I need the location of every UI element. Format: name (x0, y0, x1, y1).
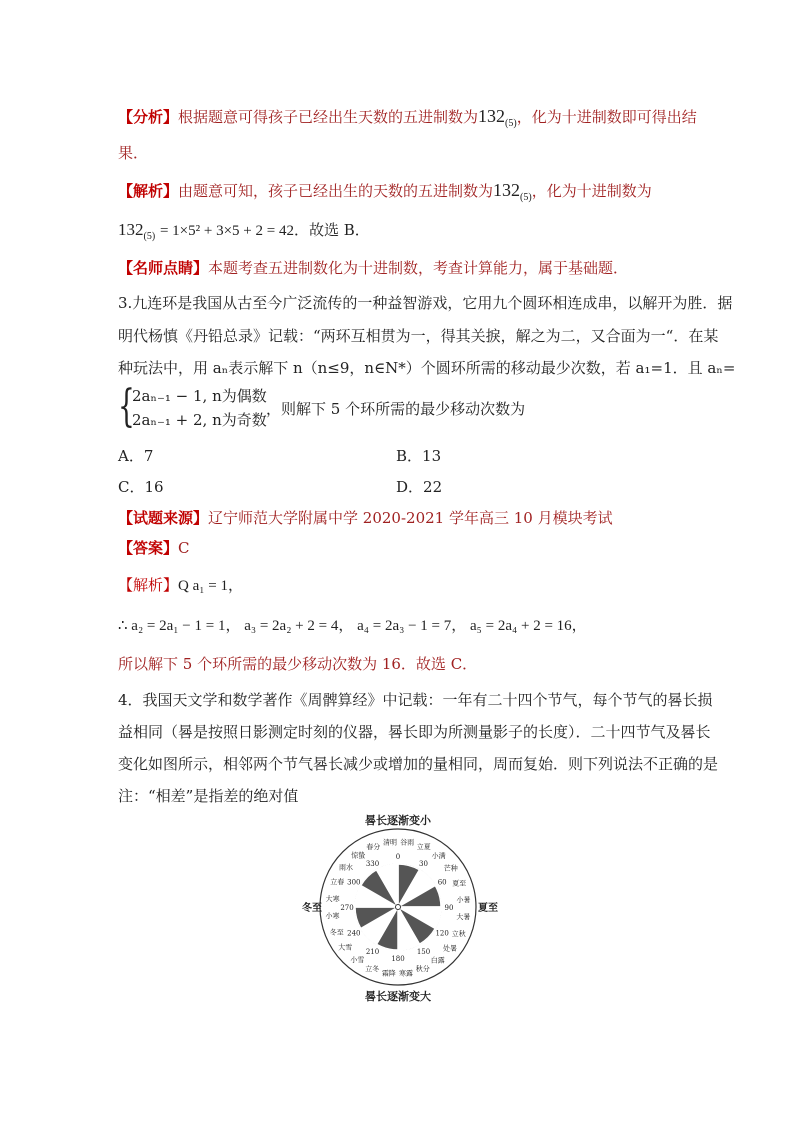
analysis-line-2: 果． (118, 144, 149, 162)
term-label: 白露 (430, 956, 445, 965)
term-label: 立夏 (416, 843, 431, 852)
q3-answer (118, 538, 190, 558)
formula-base: (5) (143, 231, 156, 242)
term-label: 大寒 (325, 894, 340, 903)
answer-text: C (178, 539, 190, 557)
wheel-center (396, 905, 401, 910)
q3-sol-3: 所以解下 5 个环所需的最少移动次数为 16．故选 C． (118, 655, 478, 673)
term-label: 大雪 (338, 943, 353, 952)
term-label: 小寒 (325, 912, 340, 921)
piecewise-case-2: 2aₙ₋₁ + 2, n为奇数 (132, 411, 267, 429)
q3-source (118, 508, 613, 528)
option-b: B．13 (396, 447, 442, 465)
term-label: 秋分 (415, 965, 430, 974)
q4-line-2: 益相同（晷是按照日影测定时刻的仪器，晷长即为所测量影子的长度）．二十四节气及晷长 (118, 723, 711, 741)
solution-base: (5) (520, 192, 532, 203)
analysis-line-1 (118, 106, 697, 134)
term-label: 小雪 (350, 956, 365, 965)
degree-label: 60 (437, 878, 447, 887)
term-label: 冬至 (329, 928, 344, 937)
q4-line-4: 注：“相差”是指差的绝对值 (118, 787, 299, 805)
wheel-left-label: 冬至 (302, 903, 322, 914)
q3-sol-1 (118, 575, 243, 596)
degree-label: 270 (340, 904, 354, 912)
comment-line (118, 258, 628, 278)
term-label: 小满 (431, 851, 446, 860)
degree-label: 30 (419, 859, 428, 868)
solution-tag: 【解析】 (118, 182, 179, 200)
degree-label: 90 (444, 904, 454, 912)
wheel-top-label: 晷长逐渐变小 (365, 814, 431, 827)
wheel-bottom-label: 晷长逐渐变大 (365, 990, 431, 1002)
q3-line-1: 3.九连环是我国从古至今广泛流传的一种益智游戏，它用九个圆环相连成串，以解开为胜．据 (118, 294, 733, 312)
term-label: 小暑 (456, 895, 471, 904)
term-label: 芒种 (443, 864, 458, 873)
answer-tag: 【答案】 (118, 539, 179, 557)
degree-label: 0 (395, 853, 401, 861)
comment-tag: 【名师点睛】 (118, 259, 209, 277)
analysis-text: 根据题意可得孩子已经出生天数的五进制数为 (178, 108, 479, 126)
q3-line-4: ，则解下 5 个环所需的最少移动次数为 (266, 400, 526, 418)
q4-line-3: 变化如图所示，相邻两个节气晷长减少或增加的量相同，周而复始．则下列说法不正确的是 (118, 755, 719, 773)
source-text: 辽宁师范大学附属中学 2020-2021 学年高三 10 月模块考试 (208, 509, 613, 527)
source-tag: 【试题来源】 (118, 509, 209, 527)
formula-lhs: 132 (118, 220, 144, 239)
solution-line-1 (118, 180, 652, 208)
solution-text-2: ，化为十进制数为 (531, 182, 652, 200)
degree-label: 300 (347, 878, 361, 887)
piecewise-case-1: 2aₙ₋₁ − 1, n为偶数 (132, 387, 267, 405)
term-label: 处暑 (443, 944, 458, 953)
solar-terms-wheel (300, 812, 500, 1002)
solution-formula (118, 220, 370, 247)
term-label: 夏至 (452, 879, 467, 888)
formula-rhs: = 1×5² + 3×5 + 2 = 42 (159, 223, 294, 239)
degree-label: 150 (416, 948, 431, 957)
term-label: 立秋 (451, 929, 466, 938)
analysis-text-2: ，化为十进制数即可得出结 (516, 108, 697, 126)
term-label: 寒露 (399, 969, 414, 978)
degree-label: 210 (365, 948, 380, 957)
solution-text: 由题意可知，孩子已经出生的天数的五进制数为 (178, 182, 494, 200)
term-label: 清明 (382, 838, 397, 847)
analysis-base: (5) (505, 118, 517, 129)
term-label: 霜降 (381, 969, 396, 978)
term-label: 立冬 (365, 964, 380, 973)
term-label: 谷雨 (400, 838, 415, 847)
wheel-right-label: 夏至 (478, 903, 498, 914)
analysis-tag: 【分析】 (118, 108, 179, 126)
degree-label: 120 (435, 929, 449, 938)
term-label: 立春 (330, 878, 345, 887)
degree-label: 240 (347, 929, 361, 938)
degree-label: 330 (365, 859, 380, 868)
analysis-number: 132 (478, 106, 506, 126)
q3-sol-2: ∴ a₂ = 2a₁ − 1 = 1， a₃ = 2a₂ + 2 = 4， a₄ = 2a₃ − 1 = 7， a₅ = 2a₄ + 2 = 16， (118, 618, 587, 634)
piecewise-brace: { (118, 381, 135, 432)
option-d: D．22 (396, 478, 443, 496)
term-label: 惊蛰 (351, 851, 366, 860)
q3-line-2: 明代杨慎《丹铅总录》记载：“两环互相贯为一，得其关捩，解之为二，又合面为一“．在某 (118, 327, 719, 345)
solution-conclusion: ．故选 B． (293, 221, 370, 239)
q4-line-1: 4．我国天文学和数学著作《周髀算经》中记载：一年有二十四个节气，每个节气的晷长损 (118, 691, 713, 709)
term-label: 春分 (366, 842, 381, 851)
sol-tag: 【解析】 (118, 576, 179, 594)
term-label: 大暑 (456, 913, 471, 922)
sol-line-1: Q a₁ = 1， (178, 578, 243, 594)
comment-text: 本题考查五进制数化为十进制数，考查计算能力，属于基础题． (208, 259, 629, 277)
degree-label: 180 (391, 955, 405, 963)
option-a: A．7 (118, 447, 154, 465)
q3-line-3: 种玩法中，用 aₙ表示解下 n（n≤9，n∈N*）个圆环所需的移动最少次数，若 a₁=1．且 aₙ= (118, 359, 736, 377)
term-label: 雨水 (338, 863, 353, 872)
option-c: C．16 (118, 478, 164, 496)
solution-number: 132 (493, 180, 521, 200)
